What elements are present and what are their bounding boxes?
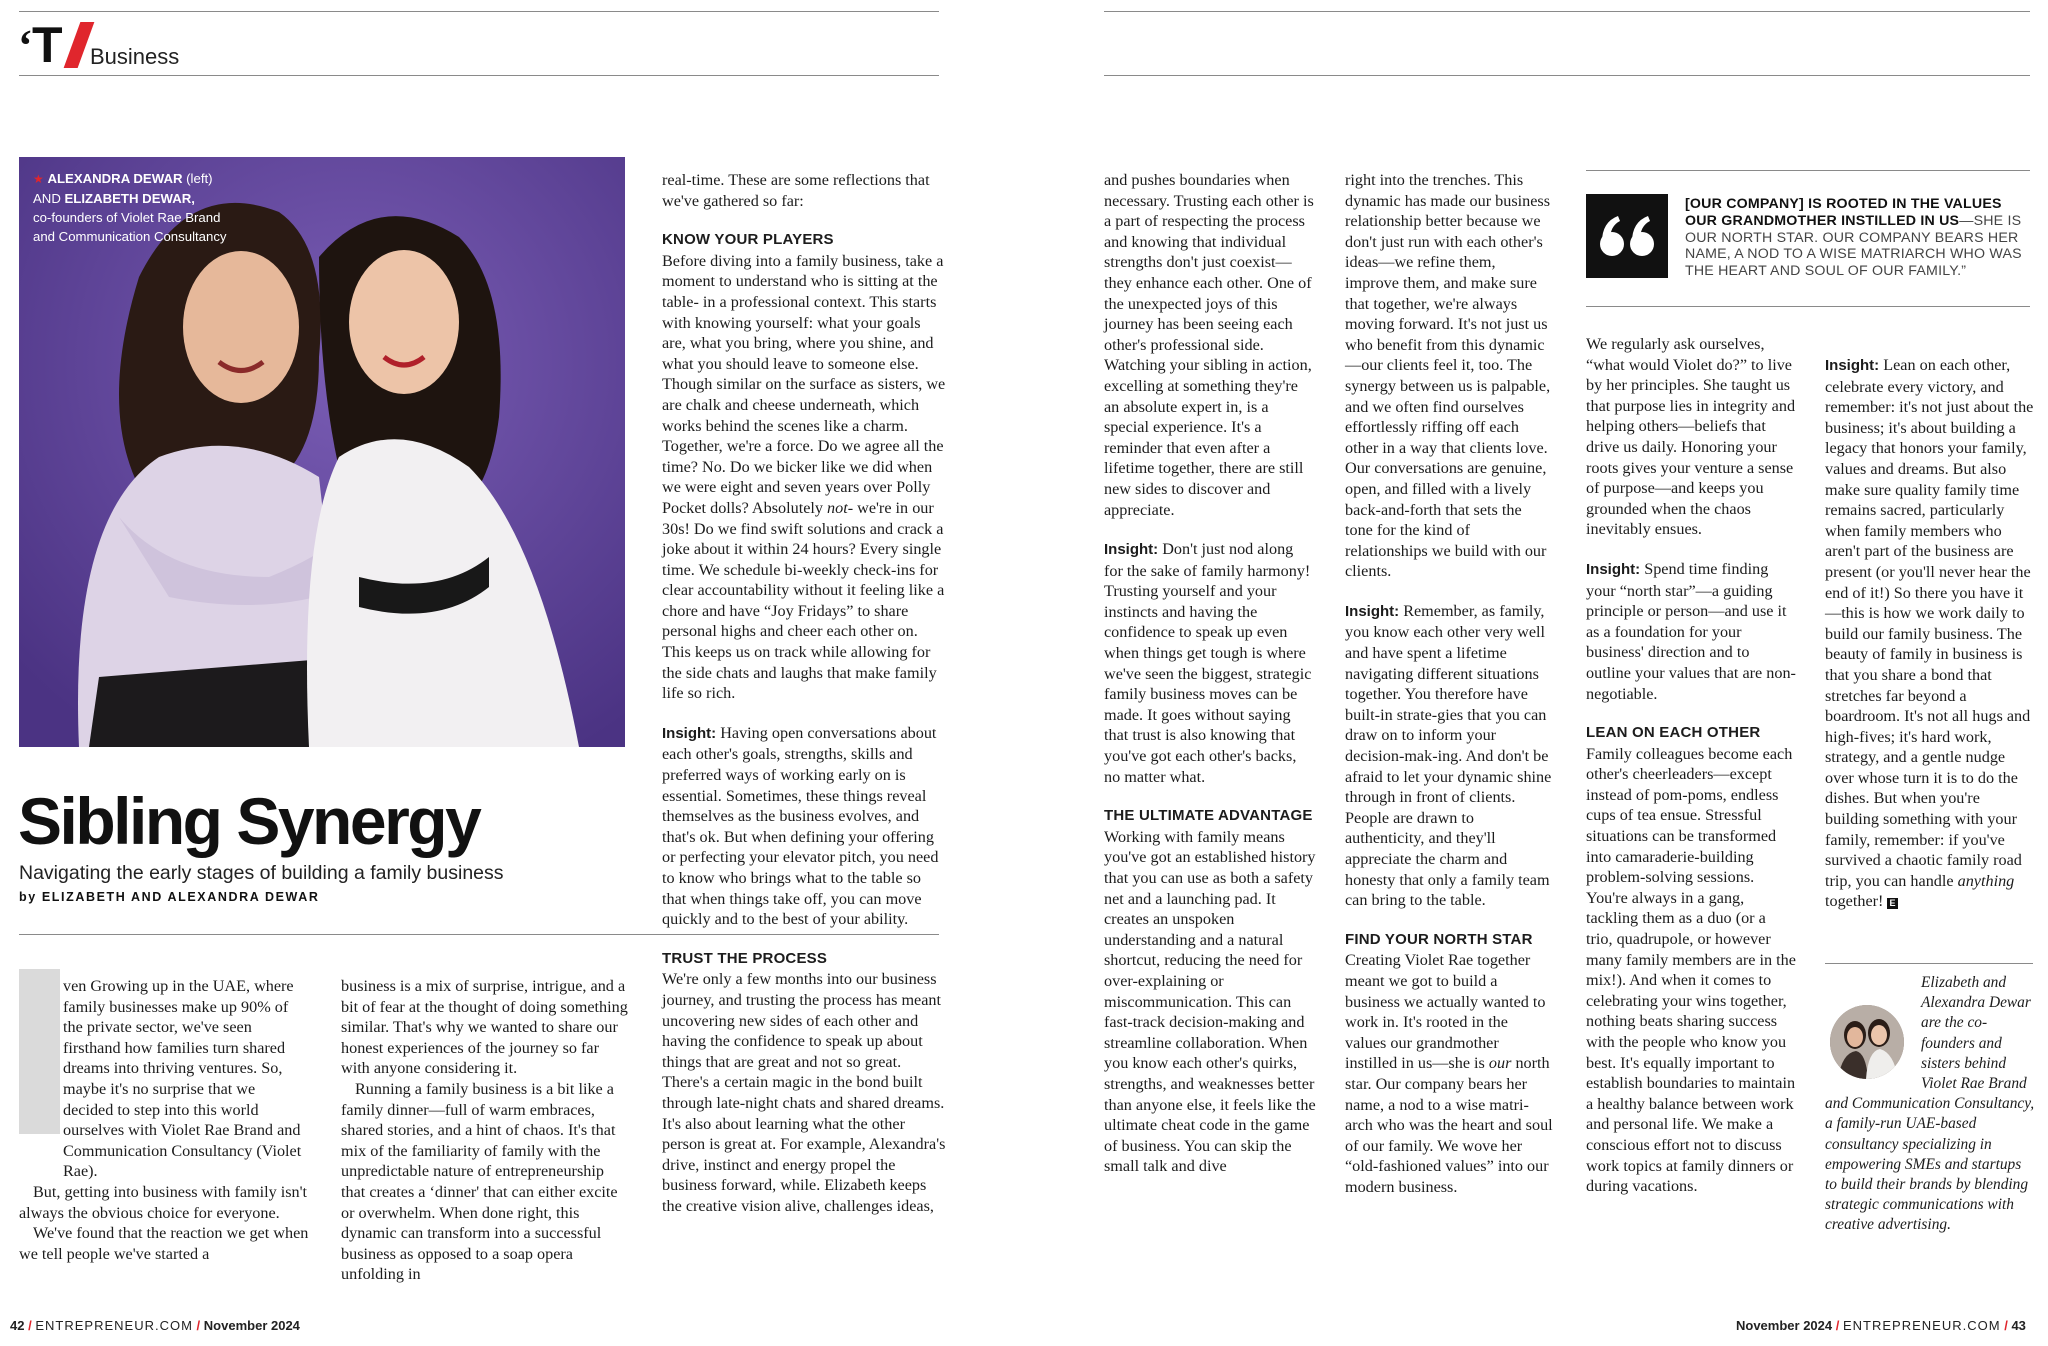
- insight-label: Insight:: [1825, 357, 1880, 374]
- quote-top-rule: [1586, 170, 2030, 171]
- column-6: [1586, 334, 1796, 1197]
- insight-label: Insight:: [1345, 602, 1400, 620]
- col6-para-2: Family colleagues become each other's cheerleaders—except instead of pom-poms, endless cups of tea ensue. Stressful situations can be transformed into camaraderie-building problem-solving sessions. You're always in a gang, tackling them as a duo (or a trio, quadrupole, or however many family members are in the mix!). And when it comes to celebrating your wins together, nothing beats sharing success with the people who know you best. It's equally important to establish boundaries to maintain a healthy balance between work and personal life. We make a conscious effort not to discuss work topics at family dinners or during vacations.: [1586, 744, 1796, 1196]
- col5-para-1: right into the trenches. This dynamic has made our business relationship better because we don't just run with each other's ideas—we refine them, improve them, and make sure that together, we're always moving forward. It's not just us who benefit from this dynamic—our clients feel it, too. The synergy between us is palpable, and we often find ourselves effortlessly riffing off each other in a way that clients love. Our conversations are genuine, open, and filled with a lively back-and-forth that sets the tone for the kind of relationships we build with our clients.: [1345, 171, 1551, 581]
- insight-label: Insight:: [1586, 560, 1641, 578]
- col5-insight: Insight: Remember, as family, you know each other very well and have spent a lifetime navigating different situations together. You therefore have built-in strate-gies that you can draw on to inform your decision-mak-ing. And don't be afraid to let your dynamic shine through in front of clients. People are drawn to authenticity, and they'll appreciate the charm and honesty that only a family team can bring to the table.: [1345, 601, 1552, 910]
- caption-left: (left): [182, 171, 213, 186]
- quote-bottom-rule: [1586, 306, 2030, 307]
- col1-para-2: But, getting into business with family isn't always the obvious choice for everyone.: [19, 1182, 308, 1222]
- footer-right: November 2024 / ENTREPRENEUR.COM / 43: [1736, 1318, 2026, 1333]
- footer-left: 42 / ENTREPRENEUR.COM / November 2024: [10, 1318, 300, 1333]
- col7-insight: Insight: Lean on each other, celebrate every victory, and remember: it's not just about the business; it's about building a legacy that honors your family, values and dreams. But also make sure quality family time remains sacred, particularly when family members who aren't part of the business are present (or you'll never hear the end of it!) So there you have it—this is how we work daily to build our family business. The beauty of family in business is that you share a bond that stretches far beyond a boardroom. It's not all hugs and high-fives; it's hard work, strategy, and a gentle nudge over whose turn it is to do the dishes. But when you're building something with your family, remember: if you've survived a chaotic family road trip, you can handle anything together! E: [1825, 356, 2034, 911]
- insight-label: Insight:: [1104, 541, 1159, 559]
- article-dek: Navigating the early stages of building a family business: [19, 862, 504, 884]
- column-1: [19, 976, 309, 1264]
- author-bio: Elizabeth and Alexandra Dewar are the co-founders and sisters behind Violet Rae Brand and Communication Consultancy, a family-run UAE-based consultancy specializing in empowering SMEs and startups to build their brands by blending strategic communications with creative advertising.: [1825, 974, 2035, 1234]
- heading-ultimate-advantage: THE ULTIMATE ADVANTAGE: [1104, 807, 1313, 825]
- page-number-left: 42: [10, 1318, 25, 1333]
- top-rule-right: [1104, 11, 2030, 12]
- col1-para-3: We've found that the reaction we get when we tell people we've started a: [19, 1224, 309, 1263]
- heading-trust-the-process: TRUST THE PROCESS: [662, 949, 828, 967]
- header-rule-right: [1104, 75, 2030, 76]
- col2-para-1: business is a mix of surprise, intrigue, and a bit of fear at the thought of doing something similar. That's why we wanted to share our honest experiences of the journey so far with anyone considering it.: [341, 977, 628, 1078]
- col5-para-2: Creating Violet Rae together meant we got to build a business we actually wanted to work in. It's rooted in the values our grandmother instilled in us—she is our north star. Our company bears her name, a nod to a wise matri-arch who was the heart and soul of our family. We wove her “old-fashioned values” into our modern business.: [1345, 951, 1553, 1196]
- quote-icon: [1586, 194, 1668, 278]
- col6-insight: Insight: Spend time finding your “north star”—a guiding principle or person—and use it as a foundation for your business' direction and to outline your values that are non-negotiable.: [1586, 559, 1796, 703]
- caption-and: AND: [33, 191, 65, 206]
- column-7: [1825, 355, 2037, 912]
- top-rule-left: [19, 11, 939, 12]
- footer-site-left: ENTREPRENEUR.COM: [35, 1318, 193, 1333]
- logo-tick: ‘: [18, 21, 33, 70]
- heading-lean-on-each-other: LEAN ON EACH OTHER: [1586, 724, 1761, 742]
- col3-para-2: Before diving into a family business, take a moment to understand who is sitting at the table- in a professional context. This starts with knowing yourself: what your goals are, what you bring, where you shine, and what you should leave to someone else. Though similar on the surface as sisters, we are chalk and cheese underneath, which works behind the scenes like a charm. Together, we're a force. Do we agree all the time? No. Do we bicker like we did when we were eight and seven years over Polly Pocket dolls? Absolutely not- we're in our 30s! Do we find swift solutions and crack a joke about it within 24 hours? Every single time. We schedule bi-weekly check-ins for clear accountability without it feeling like a chore and have “Joy Fridays” to share personal highs and cheer each other on. This keeps us on track while allowing for the side chats and laughs that make family life so rich.: [662, 251, 946, 703]
- section-label: Business: [90, 44, 180, 69]
- caption-name-2: ELIZABETH DEWAR,: [64, 191, 195, 206]
- col4-insight: Insight: Don't just nod along for the sake of family harmony! Trusting yourself and your instincts and having the confidence to speak up even when things get tough is where we've seen the biggest, strategic family business moves can be made. It goes without saying that trust is also knowing that you've got each other's backs, no matter what.: [1104, 540, 1312, 786]
- caption-star-icon: ★: [33, 172, 44, 186]
- col4-para-1: and pushes boundaries when necessary. Trusting each other is a part of respecting the process and knowing that individual strengths don't just coexist—they enhance each other. One of the unexpected joys of this journey has been seeing each other's professional side. Watching your sibling in action, excelling at something they're an absolute expert in, is a special experience. It's a reminder that even after a lifetime together, there are still new sides to discover and appreciate.: [1104, 171, 1314, 519]
- footer-issue-left: November 2024: [203, 1318, 300, 1333]
- bio-rule: [1825, 963, 2033, 964]
- page-number-right: 43: [2011, 1318, 2026, 1333]
- col3-para-1: real-time. These are some reflections that we've gathered so far:: [662, 171, 930, 210]
- end-mark-icon: E: [1889, 898, 1896, 909]
- column-3: [662, 170, 948, 1217]
- insight-label: Insight:: [662, 724, 717, 742]
- caption-name-1: ALEXANDRA DEWAR: [47, 171, 183, 186]
- col3-insight: Insight: Having open conversations about each other's goals, strengths, skills and preferred ways of working early on is essential. Sometimes, these things reveal themselves as the business evolves, and that's ok. But when defining your offering or perfecting your elevator pitch, you need to know who brings what to the table so that when things take off, you can move quickly and to the best of your ability.: [662, 723, 939, 929]
- column-4: [1104, 170, 1316, 1177]
- article-byline: by ELIZABETH AND ALEXANDRA DEWAR: [19, 890, 320, 904]
- col2-para-2: Running a family business is a bit like a family dinner—full of warm embraces, shared stories, and a hint of chaos. It's that mix of the familiarity of family with the unpredictable nature of entrepreneurship that creates a ‘dinner' that can either excite or overwhelm. When done right, this dynamic can transform into a successful business as opposed to a soap opera unfolding in: [341, 1079, 618, 1284]
- col4-para-2: Working with family means you've got an established history that you can use as both a safety net and a launching pad. It creates an unspoken understanding and a natural shortcut, reducing the need for over-explaining or miscommunication. This can fast-track decision-making and streamline collaboration. When you know each other's quirks, strengths, and weaknesses better than anyone else, it feels like the ultimate cheat code in the game of business. You can skip the small talk and dive: [1104, 827, 1316, 1176]
- col3-para-3: We're only a few months into our business journey, and trusting the process has meant uncovering new sides of each other and having the confidence to speak up about things that are great and not so great. There's a certain magic in the bond built through late-night chats and shared dreams. It's also about learning what the other person is great at. For example, Alexandra's drive, instinct and energy propel the business forward, while. Elizabeth keeps the creative vision alive, challenges ideas,: [662, 970, 946, 1215]
- photo-caption: [33, 169, 233, 246]
- pull-quote: [OUR COMPANY] IS ROOTED IN THE VALUES OUR GRANDMOTHER INSTILLED IN US—SHE IS OUR NORTH STAR. OUR COMPANY BEARS HER NAME, A NOD TO A WISE MATRIARCH WHO WAS THE HEART AND SOUL OF OUR FAMILY.”: [1685, 196, 2022, 280]
- heading-north-star: FIND YOUR NORTH STAR: [1345, 930, 1533, 948]
- quote-mark-box: [1586, 194, 1668, 278]
- caption-rest: co-founders of Violet Rae Brand and Communication Consultancy: [33, 210, 227, 244]
- col1-para-1: ven Growing up in the UAE, where family businesses make up 90% of the private sector, we've seen firsthand how families turn shared dreams into thriving ventures. So, maybe it's no surprise that we decided to step into this world ourselves with Violet Rae Brand and Communication Consultancy (Violet Rae).: [63, 977, 302, 1181]
- col6-para-1: We regularly ask ourselves, “what would Violet do?” to live by her principles. She taught us that purpose lies in integrity and helping others—beliefs that drive us daily. Honoring your roots gives your venture a sense of purpose—and keeps you grounded when the chaos inevitably ensues.: [1586, 335, 1796, 539]
- heading-know-your-players: KNOW YOUR PLAYERS: [662, 231, 834, 249]
- logo-letter: T: [32, 17, 63, 73]
- article-title: Sibling Synergy: [18, 784, 480, 858]
- footer-site-right: ENTREPRENEUR.COM: [1843, 1318, 2001, 1333]
- column-2: [341, 976, 631, 1285]
- header-rule-left: [19, 75, 939, 76]
- avatar-spacer: [1825, 973, 1921, 1085]
- column-5: [1345, 170, 1553, 1198]
- footer-issue-right: November 2024: [1736, 1318, 1833, 1333]
